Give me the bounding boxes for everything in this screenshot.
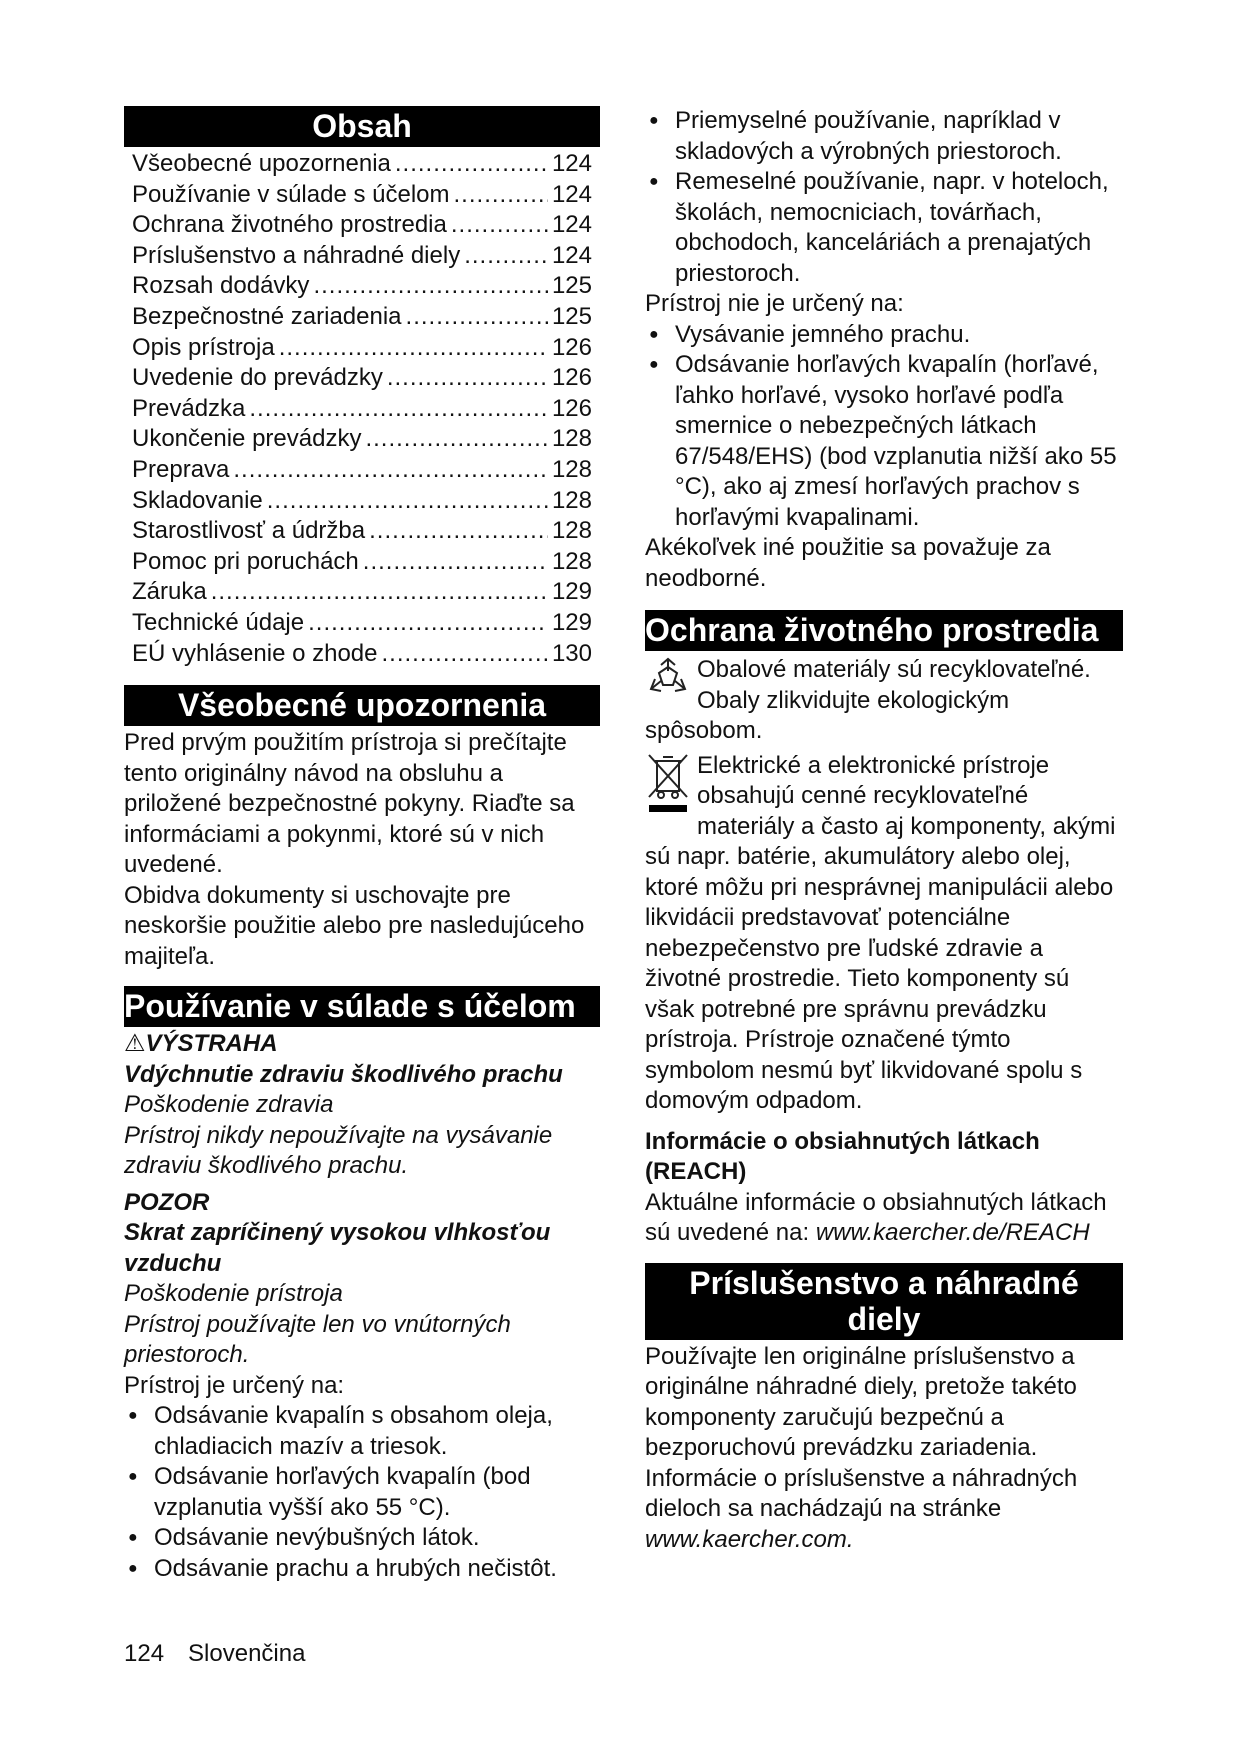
toc-entry[interactable] bbox=[124, 241, 600, 272]
toc-entry-page: 126 bbox=[551, 364, 592, 392]
right-column bbox=[645, 106, 1123, 1555]
toc-entry[interactable] bbox=[124, 608, 600, 639]
toc-entry-title: Ukončenie prevádzky bbox=[132, 425, 362, 453]
warning-title: Vdýchnutie zdraviu škodlivého prachu bbox=[124, 1060, 563, 1088]
toc-entry[interactable] bbox=[124, 516, 600, 547]
toc-entry[interactable] bbox=[124, 271, 600, 302]
page-number: 124 bbox=[124, 1640, 165, 1667]
general-paragraph-2: Obidva dokumenty si uschovajte pre neskoršie použitie alebo pre nasledujúceho majiteľa. bbox=[124, 881, 585, 970]
toc-entry[interactable] bbox=[124, 302, 600, 333]
toc-entry-title: Záruka bbox=[132, 578, 207, 606]
toc-entry-page: 124 bbox=[551, 180, 592, 208]
toc-entry[interactable] bbox=[124, 333, 600, 364]
list-item: ● Odsávanie horľavých kvapalín (horľavé, ľahko horľavé, vysoko horľavé podľa smernice o nebezpečných látkach 67/548/EHS) (bod vzplanutia nižší ako 55 °C), ako aj zmesí horľavých prachov s horľavými kvapalinami. bbox=[645, 350, 1123, 533]
toc-entry[interactable] bbox=[124, 210, 600, 241]
toc-leader bbox=[365, 424, 548, 455]
crossed-bin-icon bbox=[645, 751, 695, 822]
toc-entry-title: Rozsah dodávky bbox=[132, 272, 310, 300]
toc-entry-page: 126 bbox=[551, 333, 592, 361]
toc-leader bbox=[279, 333, 548, 364]
toc-entry[interactable] bbox=[124, 394, 600, 425]
toc-leader bbox=[406, 302, 548, 333]
list-item: ● Odsávanie nevýbušných látok. bbox=[124, 1523, 600, 1554]
toc-entry-page: 128 bbox=[551, 486, 592, 514]
warning-consequence: Poškodenie zdravia bbox=[124, 1091, 334, 1119]
list-item: ● Odsávanie prachu a hrubých nečistôt. bbox=[124, 1554, 600, 1585]
toc-entry-title: Preprava bbox=[132, 455, 230, 483]
improper-use-text: Akékoľvek iné použitie sa považuje za neodborné. bbox=[645, 534, 1051, 592]
toc-entry[interactable] bbox=[124, 577, 600, 608]
toc-entry-title: Používanie v súlade s účelom bbox=[132, 180, 450, 208]
toc-entry-page: 125 bbox=[551, 272, 592, 300]
toc-entry-title: Bezpečnostné zariadenia bbox=[132, 302, 402, 330]
list-item: ● Remeselné používanie, napr. v hoteloch, školách, nemocniciach, továrňach, obchodoch, kanceláriách a prenajatých priestoroch. bbox=[645, 167, 1123, 289]
weee-block bbox=[645, 751, 1123, 1117]
toc-leader bbox=[464, 241, 548, 272]
toc-leader bbox=[249, 394, 548, 425]
toc-entry-title: Opis prístroja bbox=[132, 333, 275, 361]
toc-entry-page: 124 bbox=[551, 241, 592, 269]
warning-triangle-icon: ⚠ bbox=[124, 1030, 146, 1058]
toc-entry[interactable] bbox=[124, 486, 600, 517]
recycling-text: Obalové materiály sú recyklovateľné. Obaly zlikvidujte ekologickým spôsobom. bbox=[645, 656, 1091, 744]
toc-leader bbox=[369, 516, 548, 547]
toc-leader bbox=[395, 149, 548, 180]
toc-leader bbox=[387, 363, 548, 394]
toc-entry-title: Ochrana životného prostredia bbox=[132, 211, 447, 239]
recycling-block bbox=[645, 655, 1123, 747]
accessories-paragraph-1: Používajte len originálne príslušenstvo a originálne náhradné diely, pretože takéto komponenty zaručujú bezpečnú a bezporuchovú prevádzku zariadenia. bbox=[645, 1342, 1077, 1461]
reach-text-body: Aktuálne informácie o obsiahnutých látkach sú uvedené na: bbox=[645, 1188, 1107, 1246]
accessories-heading: Príslušenstvo a náhradné diely bbox=[645, 1263, 1123, 1340]
caution-consequence: Poškodenie prístroja bbox=[124, 1280, 343, 1308]
toc-entry-title: Starostlivosť a údržba bbox=[132, 517, 366, 545]
toc-entry-page: 129 bbox=[551, 578, 592, 606]
warning-label-text: VÝSTRAHA bbox=[145, 1030, 278, 1058]
toc-entry-title: Pomoc pri poruchách bbox=[132, 547, 359, 575]
toc-entry[interactable] bbox=[124, 363, 600, 394]
toc-leader bbox=[211, 577, 548, 608]
toc-entry-title: Uvedenie do prevádzky bbox=[132, 364, 383, 392]
toc-entry-page: 128 bbox=[551, 547, 592, 575]
general-paragraph-1: Pred prvým použitím prístroja si prečítajte tento originálny návod na obsluhu a priložené bezpečnostné pokyny. Riaďte sa informáciami a pokynmi, ktoré sú v nich uvedené. bbox=[124, 729, 575, 879]
toc-entry-title: EÚ vyhlásenie o zhode bbox=[132, 639, 378, 667]
intended-use-list-continued bbox=[645, 106, 1123, 289]
toc-entry-title: Prevádzka bbox=[132, 394, 246, 422]
reach-heading: Informácie o obsiahnutých látkach (REACH) bbox=[645, 1127, 1040, 1185]
toc-entry-title: Všeobecné upozornenia bbox=[132, 150, 391, 177]
toc-entry[interactable] bbox=[124, 547, 600, 578]
toc-entry[interactable] bbox=[124, 455, 600, 486]
caution-title: Skrat zapríčinený vysokou vlhkosťou vzduchu bbox=[124, 1219, 551, 1277]
toc-heading: Obsah bbox=[124, 106, 600, 147]
toc-leader bbox=[313, 271, 548, 302]
reach-link[interactable]: www.kaercher.de/REACH bbox=[815, 1219, 1090, 1246]
toc-entry-page: 129 bbox=[551, 608, 592, 636]
reach-text bbox=[645, 1188, 1123, 1249]
list-item: ● Priemyselné používanie, napríklad v skladových a výrobných priestoroch. bbox=[645, 106, 1123, 167]
toc-entry-page: 128 bbox=[551, 455, 592, 483]
accessories-paragraph-2: Informácie o príslušenstve a náhradných dieloch sa nachádzajú na stránke bbox=[645, 1464, 1078, 1522]
weee-text: Elektrické a elektronické prístroje obsahujú cenné recyklovateľné materiály a často aj komponenty, akými sú napr. batérie, akumulátory alebo olej, ktoré môžu pri nesprávnej manipulácii alebo likvidácii predstavovať potenciálne nebezpečenstvo pre ľudské zdravie a životné prostredie. Tieto komponenty sú však potrebné pre správnu prevádzku prístroja. Prístroje označené týmto symbolom nesmú byť likvidované spolu s domovým odpadom. bbox=[645, 751, 1116, 1114]
intended-for-label: Prístroj je určený na: bbox=[124, 1371, 345, 1399]
intended-use-heading: Používanie v súlade s účelom bbox=[124, 986, 600, 1027]
toc-entry[interactable] bbox=[124, 424, 600, 455]
toc-entry-page: 130 bbox=[551, 639, 592, 667]
toc-entry[interactable] bbox=[124, 180, 600, 211]
toc-leader bbox=[451, 210, 548, 241]
toc-leader bbox=[454, 180, 548, 211]
toc-entry[interactable] bbox=[124, 639, 600, 670]
toc-entry-page: 128 bbox=[551, 517, 592, 545]
toc-leader bbox=[363, 547, 548, 578]
toc-entry-title: Skladovanie bbox=[132, 486, 263, 514]
toc-entry[interactable] bbox=[124, 149, 600, 180]
list-item: ● Odsávanie kvapalín s obsahom oleja, chladiacich mazív a triesok. bbox=[124, 1401, 600, 1462]
accessories-link[interactable]: www.kaercher.com. bbox=[645, 1525, 854, 1553]
toc-leader bbox=[381, 639, 547, 670]
page-footer bbox=[124, 1640, 329, 1668]
toc-entry-page: 126 bbox=[551, 394, 592, 422]
general-heading: Všeobecné upozornenia bbox=[124, 685, 600, 726]
toc-leader bbox=[267, 486, 548, 517]
toc-entry-page: 128 bbox=[551, 425, 592, 453]
warning-label bbox=[124, 1029, 600, 1060]
footer-language: Slovenčina bbox=[188, 1640, 306, 1667]
table-of-contents bbox=[124, 147, 600, 669]
environment-heading: Ochrana životného prostredia bbox=[645, 610, 1123, 651]
recycling-icon bbox=[645, 655, 695, 706]
list-item: ● Vysávanie jemného prachu. bbox=[645, 320, 1123, 351]
caution-label: POZOR bbox=[124, 1188, 210, 1216]
toc-leader bbox=[308, 608, 548, 639]
not-intended-list bbox=[645, 320, 1123, 534]
list-item: ● Odsávanie horľavých kvapalín (bod vzplanutia vyšší ako 55 °C). bbox=[124, 1462, 600, 1523]
toc-entry-title: Príslušenstvo a náhradné diely bbox=[132, 241, 461, 269]
toc-entry-title: Technické údaje bbox=[132, 608, 305, 636]
toc-leader bbox=[233, 455, 548, 486]
left-column bbox=[124, 106, 600, 1584]
intended-use-list bbox=[124, 1401, 600, 1584]
toc-entry-page: 125 bbox=[551, 302, 592, 330]
not-intended-for-label: Prístroj nie je určený na: bbox=[645, 290, 904, 317]
toc-entry-page: 124 bbox=[551, 150, 592, 177]
warning-text: Prístroj nikdy nepoužívajte na vysávanie zdraviu škodlivého prachu. bbox=[124, 1121, 553, 1180]
toc-entry-page: 124 bbox=[551, 211, 592, 239]
caution-text: Prístroj používajte len vo vnútorných priestoroch. bbox=[124, 1310, 511, 1369]
